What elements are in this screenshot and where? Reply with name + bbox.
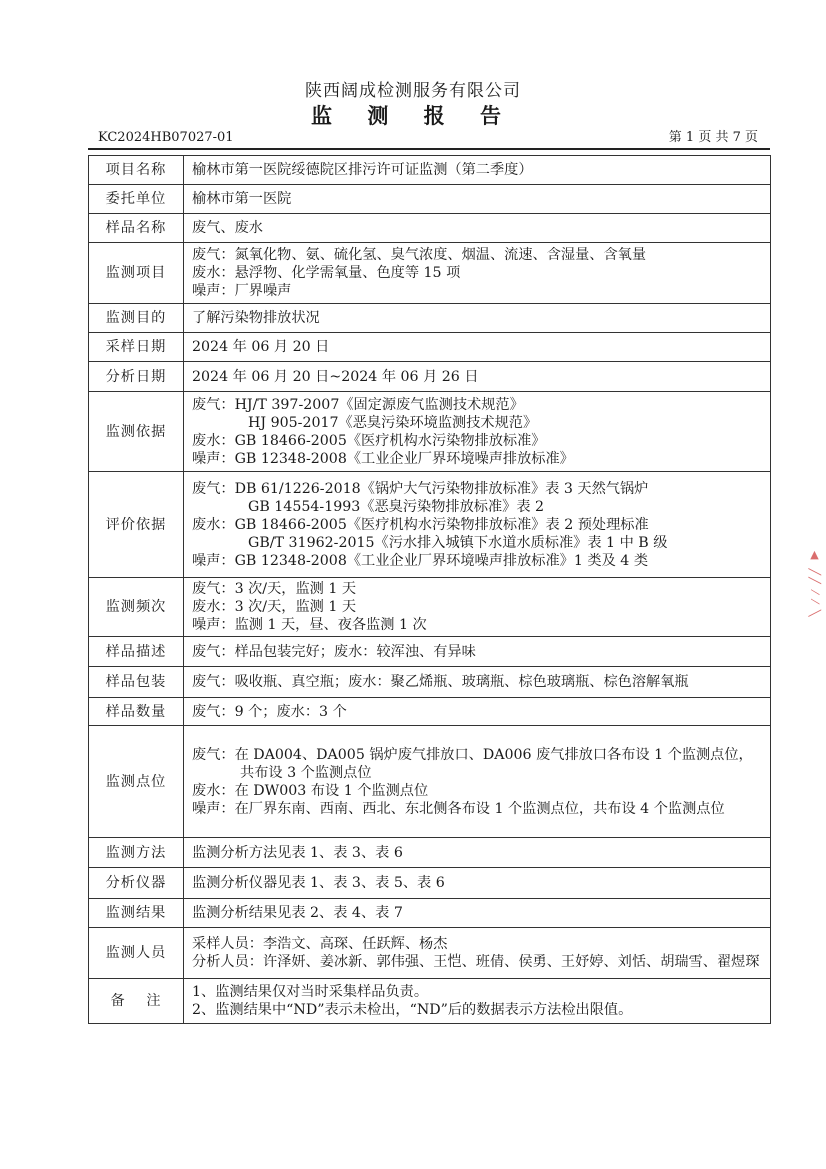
- table-row: [89, 726, 771, 838]
- table-row: [89, 392, 771, 472]
- table-row: [89, 838, 771, 868]
- row-value-line: 1、监测结果仅对当时采集样品负责。: [192, 984, 429, 1000]
- report-title: 监 测 报 告: [311, 103, 515, 128]
- row-label: 监测结果: [89, 899, 184, 928]
- row-value-line: 采样人员：李浩文、高琛、任跃辉、杨杰: [192, 936, 448, 952]
- row-value: [184, 868, 771, 899]
- table-row: [89, 578, 771, 637]
- row-value: [184, 243, 771, 304]
- row-value: [184, 392, 771, 472]
- row-value-line: 噪声：厂界噪声: [192, 283, 292, 299]
- row-value: [184, 637, 771, 667]
- report-table: [88, 155, 771, 1024]
- row-value-line: 榆林市第一医院: [192, 191, 292, 207]
- company-name: 陕西阔成检测服务有限公司: [305, 81, 521, 101]
- row-value: [184, 667, 771, 698]
- row-label: 项目名称: [89, 156, 184, 185]
- row-value: [184, 472, 771, 578]
- row-value-line: GB 14554-1993《恶臭污染物排放标准》表 2: [248, 498, 545, 515]
- table-row: [89, 362, 771, 392]
- row-value: [184, 979, 771, 1024]
- row-value: [184, 899, 771, 928]
- row-label: 样品数量: [89, 698, 184, 726]
- row-value-line: 废水：悬浮物、化学需氧量、色度等 15 项: [192, 265, 461, 281]
- table-row: [89, 928, 771, 979]
- row-label: 样品描述: [89, 637, 184, 667]
- table-row: [89, 698, 771, 726]
- table-row: [89, 637, 771, 667]
- table-row: [89, 667, 771, 698]
- row-value: [184, 333, 771, 362]
- row-value-line: GB/T 31962-2015《污水排入城镇下水道水质标准》表 1 中 B 级: [248, 534, 668, 551]
- row-value-line: 分析人员：许泽妍、姜冰新、郭伟强、王恺、班倩、侯勇、王妤婷、刘恬、胡瑞雪、翟煜琛: [192, 954, 760, 970]
- row-value: [184, 698, 771, 726]
- row-value-line: 噪声：在厂界东南、西南、西北、东北侧各布设 1 个监测点位，共布设 4 个监测点位: [192, 800, 725, 817]
- row-value-line: 废气：在 DA004、DA005 锅炉废气排放口、DA006 废气排放口各布设 1 个监测点位，共布设 3 个监测点位: [192, 746, 753, 781]
- row-value: [184, 726, 771, 838]
- row-label: 分析日期: [89, 362, 184, 392]
- table-row: [89, 333, 771, 362]
- row-value-line: 噪声：GB 12348-2008《工业企业厂界环境噪声排放标准》: [192, 450, 574, 467]
- table-row: [89, 243, 771, 304]
- row-label: 监测目的: [89, 304, 184, 333]
- page-info: 第 1 页 共 7 页: [668, 130, 758, 145]
- row-value-line: 2、监测结果中“ND”表示未检出，“ND”后的数据表示方法检出限值。: [192, 1002, 633, 1018]
- row-value: [184, 156, 771, 185]
- row-value-line: 噪声：监测 1 天，昼、夜各监测 1 次: [192, 617, 427, 633]
- row-value-line: 废气：吸收瓶、真空瓶；废水：聚乙烯瓶、玻璃瓶、棕色玻璃瓶、棕色溶解氧瓶: [192, 674, 689, 690]
- table-row: [89, 214, 771, 243]
- row-label: 样品名称: [89, 214, 184, 243]
- seal-stamp: ▲ ╱╱ ⁄ ⁄ ╲: [808, 548, 821, 619]
- row-value-line: 废水：3 次/天，监测 1 天: [192, 599, 357, 615]
- row-label: 委托单位: [89, 185, 184, 214]
- row-value-line: 废气：9 个；废水：3 个: [192, 703, 347, 720]
- row-value-line: 废气：3 次/天，监测 1 天: [192, 581, 357, 597]
- table-row: [89, 979, 771, 1024]
- row-value-line: 监测分析结果见表 2、表 4、表 7: [192, 905, 403, 921]
- row-value: [184, 214, 771, 243]
- row-label: 监测方法: [89, 838, 184, 868]
- row-value-line: 2024 年 06 月 20 日~2024 年 06 月 26 日: [192, 368, 479, 385]
- header-rule: [88, 148, 770, 150]
- row-label: 监测依据: [89, 392, 184, 472]
- table-row: [89, 868, 771, 899]
- row-value-line: 监测分析方法见表 1、表 3、表 6: [192, 844, 403, 861]
- row-value: [184, 928, 771, 979]
- row-label: 监测频次: [89, 578, 184, 637]
- row-value: [184, 185, 771, 214]
- row-label: 分析仪器: [89, 868, 184, 899]
- row-value-line: 了解污染物排放状况: [192, 310, 320, 326]
- table-row: [89, 472, 771, 578]
- table-row: [89, 185, 771, 214]
- row-label: 监测点位: [89, 726, 184, 838]
- table-row: [89, 899, 771, 928]
- row-value-line: 废气：样品包装完好；废水：较浑浊、有异味: [192, 643, 476, 660]
- row-label: 备 注: [89, 979, 184, 1024]
- row-value: [184, 362, 771, 392]
- row-value-line: 噪声：GB 12348-2008《工业企业厂界环境噪声排放标准》1 类及 4 类: [192, 552, 649, 569]
- row-value-line: 废气、废水: [192, 220, 263, 236]
- row-label: 样品包装: [89, 667, 184, 698]
- report-code: KC2024HB07027-01: [98, 130, 234, 145]
- row-label: 采样日期: [89, 333, 184, 362]
- row-value-line: 2024 年 06 月 20 日: [192, 339, 330, 355]
- row-value-line: 废水：GB 18466-2005《医疗机构水污染物排放标准》表 2 预处理标准: [192, 516, 649, 533]
- row-value-line: 废水：GB 18466-2005《医疗机构水污染物排放标准》: [192, 432, 546, 449]
- table-row: [89, 304, 771, 333]
- row-value-line: HJ 905-2017《恶臭污染环境监测技术规范》: [248, 414, 538, 431]
- row-label: 监测项目: [89, 243, 184, 304]
- row-value-line: 废气：DB 61/1226-2018《锅炉大气污染物排放标准》表 3 天然气锅炉: [192, 480, 649, 497]
- row-label: 监测人员: [89, 928, 184, 979]
- table-row: [89, 156, 771, 185]
- row-value: [184, 838, 771, 868]
- row-value-line: 废气：氮氧化物、氨、硫化氢、臭气浓度、烟温、流速、含湿量、含氧量: [192, 247, 647, 263]
- row-value: [184, 578, 771, 637]
- row-label: 评价依据: [89, 472, 184, 578]
- row-value-line: 榆林市第一医院绥德院区排污许可证监测（第二季度）: [192, 162, 533, 178]
- row-value-line: 废气：HJ/T 397-2007《固定源废气监测技术规范》: [192, 396, 524, 413]
- row-value: [184, 304, 771, 333]
- row-value-line: 废水：在 DW003 布设 1 个监测点位: [192, 782, 429, 799]
- row-value-line: 监测分析仪器见表 1、表 3、表 5、表 6: [192, 875, 445, 891]
